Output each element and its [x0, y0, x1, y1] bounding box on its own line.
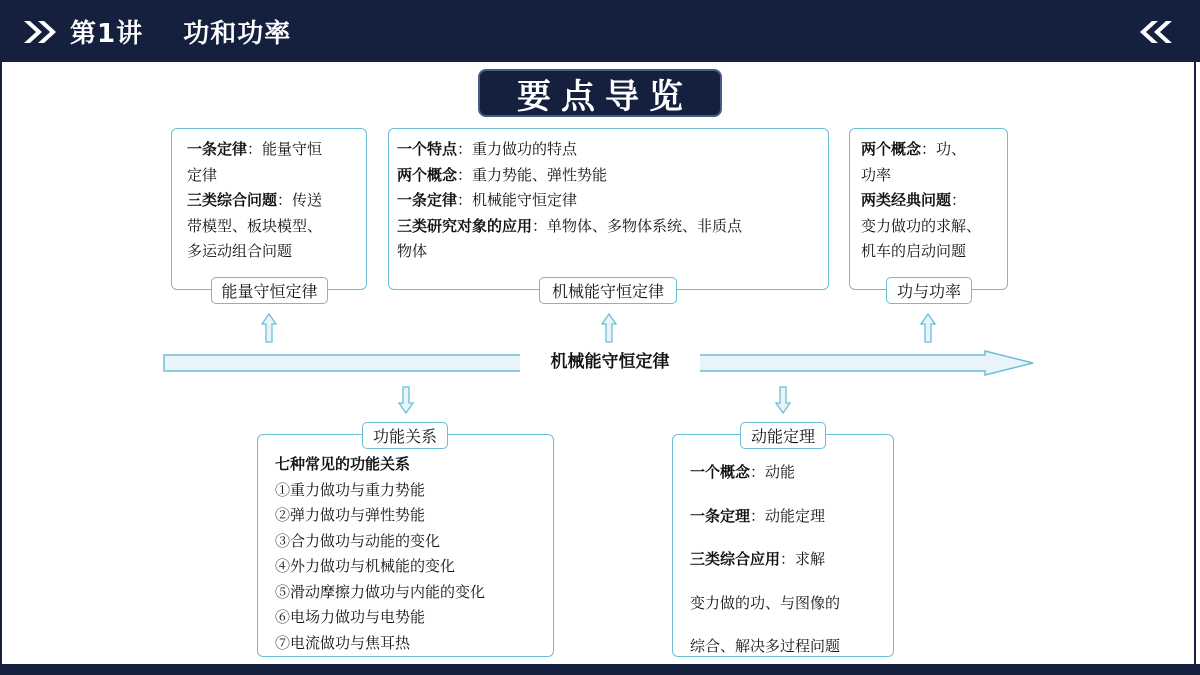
- box-line: 多运动组合问题: [187, 242, 293, 260]
- box-line: 三类研究对象的应用：单物体、多物体系统、非质点: [397, 216, 743, 235]
- box-line: 变力做功的求解、: [861, 216, 982, 235]
- box-line: 一个概念：动能: [690, 463, 796, 481]
- double-chevron-right-icon: [22, 19, 60, 45]
- box-kinetic-energy-theorem-text: [690, 451, 890, 669]
- box-line: 功率: [861, 165, 892, 184]
- tag-mechanical-energy: 机械能守恒定律: [539, 277, 677, 304]
- tag-kinetic-energy-theorem: 动能定理: [740, 422, 826, 449]
- box-mechanical-energy-text: [397, 137, 827, 265]
- box-line: 一条定律：机械能守恒定律: [397, 191, 578, 209]
- up-arrow-icon: [261, 313, 277, 343]
- down-arrow-icon: [398, 386, 414, 414]
- box-line: ④外力做功与机械能的变化: [275, 557, 456, 575]
- main-title: 要点导览: [478, 69, 722, 117]
- box-line: 两个概念：功、: [861, 140, 967, 158]
- down-arrow-icon: [775, 386, 791, 414]
- box-work-energy-relations-text: [275, 452, 553, 656]
- box-line: 七种常见的功能关系: [275, 455, 411, 473]
- header-bar: [0, 0, 1200, 62]
- box-line: 带模型、板块模型、: [187, 216, 323, 235]
- tag-work-power: 功与功率: [886, 277, 972, 304]
- box-line: 一条定理：动能定理: [690, 506, 826, 525]
- box-line: ①重力做功与重力势能: [275, 480, 426, 499]
- box-line: 三类综合应用：求解: [690, 550, 826, 568]
- up-arrow-icon: [601, 313, 617, 343]
- box-line: 变力做的功、与图像的: [690, 593, 841, 612]
- box-line: 定律: [187, 165, 218, 184]
- box-line: ⑥电场力做功与电势能: [275, 608, 426, 626]
- box-line: 两类经典问题：: [861, 191, 967, 209]
- box-line: 机车的启动问题: [861, 242, 967, 260]
- up-arrow-icon: [920, 313, 936, 343]
- tag-energy-conservation: 能量守恒定律: [211, 277, 328, 304]
- timeline-label: 机械能守恒定律: [520, 349, 700, 375]
- bottom-bar: [0, 664, 1200, 675]
- tag-work-energy-relations: 功能关系: [362, 422, 448, 449]
- box-line: 物体: [397, 242, 428, 260]
- lecture-title: 第1讲 功和功率: [70, 19, 292, 49]
- box-line: ③合力做功与动能的变化: [275, 531, 441, 550]
- box-line: ②弹力做功与弹性势能: [275, 506, 426, 524]
- box-line: ⑦电流做功与焦耳热: [275, 633, 411, 652]
- box-line: 两个概念：重力势能、弹性势能: [397, 165, 608, 184]
- box-line: 三类综合问题：传送: [187, 191, 323, 209]
- box-energy-conservation-text: [187, 137, 362, 265]
- box-line: 一条定律：能量守恒: [187, 140, 323, 158]
- double-chevron-left-icon: [1136, 19, 1174, 45]
- box-work-power-text: [861, 137, 1006, 265]
- box-line: ⑤滑动摩擦力做功与内能的变化: [275, 582, 486, 601]
- box-line: 一个特点：重力做功的特点: [397, 140, 578, 158]
- box-line: 综合、解决多过程问题: [690, 637, 841, 655]
